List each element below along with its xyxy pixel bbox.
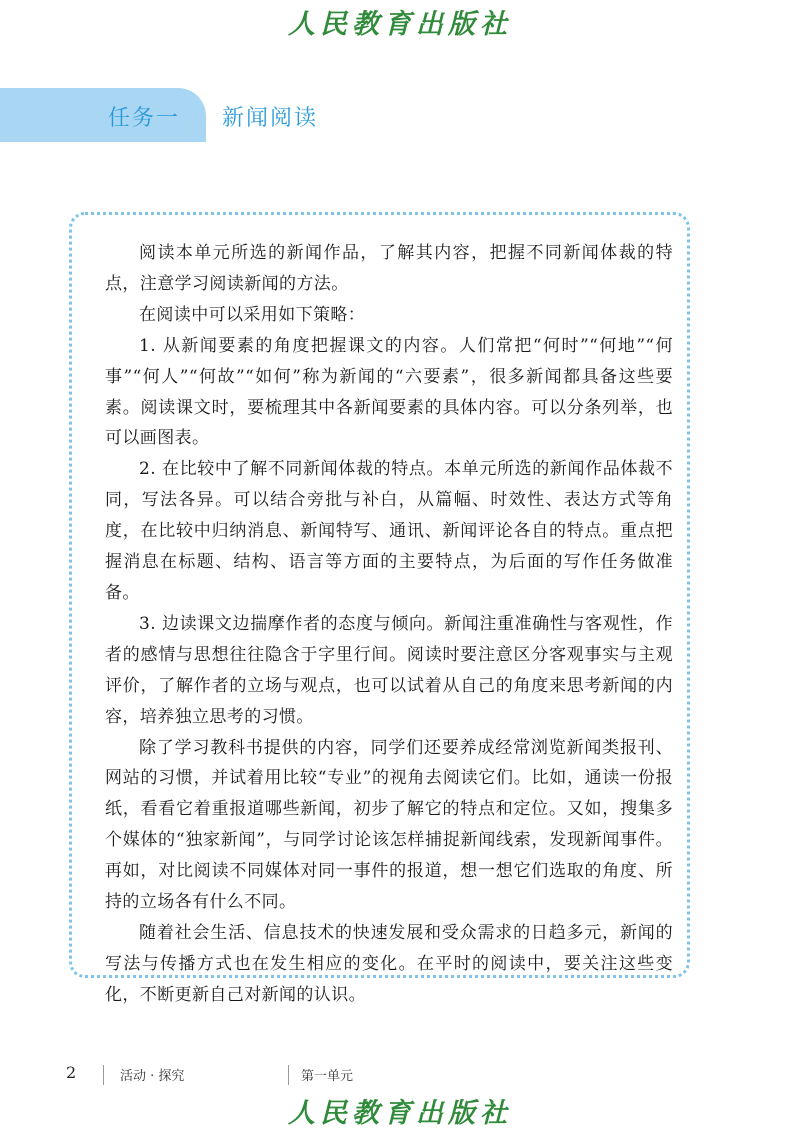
page-number: 2 [66, 1063, 77, 1082]
paragraph: 在阅读中可以采用如下策略： [139, 304, 366, 325]
footer-unit-name: 第一单元 [301, 1069, 354, 1084]
footer-divider [288, 1065, 289, 1085]
publisher-logo-footer: 人民教育出版社 [288, 1098, 512, 1129]
task-title: 新闻阅读 [222, 106, 319, 131]
paragraph: 2. 在比较中了解不同新闻体裁的特点。本单元所选的新闻作品体裁不同，写法各异。可以结合旁批与补白，从篇幅、时效性、表达方式等角度，在比较中归纳消息、新闻特写、通讯、新闻评论各自的特点。重点把握消息在标题、结构、语言等方面的主要特点，为后面的写作任务做准备。 [105, 459, 673, 603]
task-label: 任务一 [108, 106, 181, 131]
content-text [105, 238, 673, 1011]
publisher-logo-header: 人民教育出版社 [288, 9, 512, 40]
paragraph: 3. 边读课文边揣摩作者的态度与倾向。新闻注重准确性与客观性，作者的感情与思想往往隐含于字里行间。阅读时要注意区分客观事实与主观评价，了解作者的立场与观点，也可以试着从自己的角度来思考新闻的内容，培养独立思考的习惯。 [105, 613, 673, 727]
paragraph: 除了学习教科书提供的内容，同学们还要养成经常浏览新闻类报刊、网站的习惯，并试着用比较“专业”的视角去阅读它们。比如，通读一份报纸，看看它着重报道哪些新闻，初步了解它的特点和定位。又如，搜集多个媒体的“独家新闻”，与同学讨论该怎样捕捉新闻线索，发现新闻事件。再如，对比阅读不同媒体对同一事件的报道，想一想它们选取的角度、所持的立场各有什么不同。 [105, 737, 673, 913]
paragraph: 随着社会生活、信息技术的快速发展和受众需求的日趋多元，新闻的写法与传播方式也在发生相应的变化。在平时的阅读中，要关注这些变化，不断更新自己对新闻的认识。 [105, 922, 673, 1005]
paragraph: 阅读本单元所选的新闻作品，了解其内容，把握不同新闻体裁的特点，注意学习阅读新闻的方法。 [105, 243, 673, 294]
page-footer [0, 1063, 800, 1089]
footer-section-name: 活动 · 探究 [120, 1069, 185, 1084]
footer-divider [103, 1065, 104, 1085]
paragraph: 1. 从新闻要素的角度把握课文的内容。人们常把“何时”“何地”“何事”“何人”“何故”“如何”称为新闻的“六要素”，很多新闻都具备这些要素。阅读课文时，要梳理其中各新闻要素的具体内容。可以分条列举，也可以画图表。 [105, 335, 673, 449]
